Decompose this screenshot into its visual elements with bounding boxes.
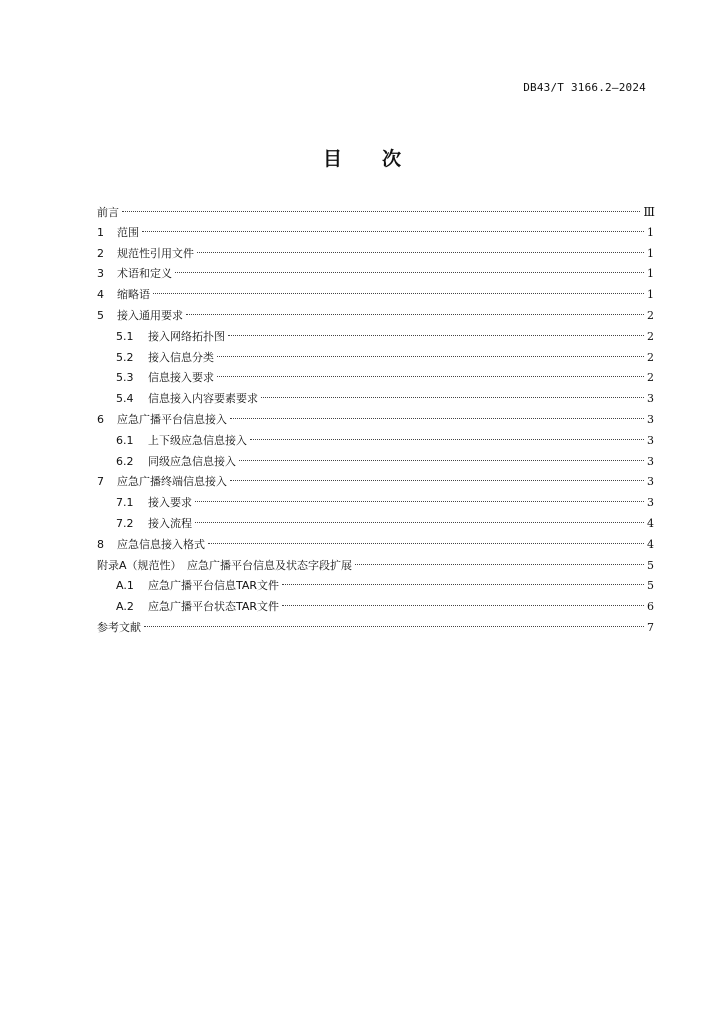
dot-leader (195, 522, 644, 523)
toc-entry-page-number: 7 (647, 620, 654, 634)
toc-title-char-1: 目 (322, 148, 342, 170)
toc-entry-label: 应急广播平台信息TAR文件 (148, 579, 280, 593)
toc-entry-label: 附录A（规范性） 应急广播平台信息及状态字段扩展 (97, 558, 353, 572)
toc-entry-number: A.2 (116, 600, 134, 614)
toc-entry-label: 应急信息接入格式 (117, 537, 205, 551)
dot-leader (122, 211, 640, 212)
toc-entry-label: 接入要求 (148, 496, 192, 510)
toc-entry-page-number: 2 (647, 329, 654, 343)
toc-entry-number: 4 (97, 288, 104, 302)
toc-entry-page-number: 4 (647, 516, 654, 530)
toc-entry[interactable] (97, 389, 654, 410)
dot-leader (250, 439, 644, 440)
toc-entry-number: 6.2 (116, 454, 134, 468)
dot-leader (239, 460, 644, 461)
toc-entry[interactable] (97, 452, 654, 473)
dot-leader (230, 480, 644, 481)
toc-entry[interactable] (97, 368, 654, 389)
toc-entry-label: 前言 (97, 206, 119, 219)
toc-entry[interactable] (97, 285, 654, 306)
toc-entry-number: 2 (97, 246, 104, 260)
toc-entry[interactable] (97, 618, 654, 639)
toc-entry-page-number: 1 (647, 267, 654, 281)
toc-entry-page-number: 6 (647, 600, 654, 614)
toc-entry-page-number: 2 (647, 308, 654, 322)
toc-entry[interactable] (97, 348, 654, 369)
toc-entry[interactable] (97, 327, 654, 348)
dot-leader (228, 335, 644, 336)
toc-entry-number: 5.1 (116, 329, 134, 343)
toc-entry-page-number: 3 (647, 475, 654, 489)
toc-entry-label: 应急广播平台信息接入 (117, 412, 227, 426)
dot-leader (153, 293, 644, 294)
toc-entry-label: 术语和定义 (117, 267, 172, 281)
toc-entry[interactable] (97, 244, 654, 265)
toc-entry-page-number: 1 (647, 225, 654, 239)
toc-entry-page-number: 5 (647, 579, 654, 593)
dot-leader (355, 564, 644, 565)
dot-leader (175, 272, 644, 273)
toc-entry-label: 信息接入要求 (148, 371, 214, 385)
toc-entry[interactable] (97, 306, 654, 327)
toc-entry-label: 应急广播终端信息接入 (117, 475, 227, 489)
toc-title-char-2: 次 (382, 148, 402, 170)
toc-entry-page-number: 5 (647, 558, 654, 572)
toc-entry-number: 7.1 (116, 496, 134, 510)
toc-entry-number: 7.2 (116, 516, 134, 530)
toc-entry-page-number: 3 (647, 496, 654, 510)
toc-entry-page-number: 3 (647, 433, 654, 447)
dot-leader (217, 376, 644, 377)
dot-leader (197, 252, 644, 253)
toc-entry-label: 同级应急信息接入 (148, 454, 236, 468)
toc-entry-number: 5.3 (116, 371, 134, 385)
dot-leader (282, 584, 644, 585)
toc-entry[interactable] (97, 202, 654, 223)
dot-leader (142, 231, 644, 232)
toc-entry-number: 5 (97, 308, 104, 322)
toc-entry-label: 参考文献 (97, 620, 141, 634)
toc-entry-number: 7 (97, 475, 104, 489)
toc-entry[interactable] (97, 514, 654, 535)
toc-entry-page-number: 1 (647, 246, 654, 260)
toc-entry-page-number: 4 (647, 537, 654, 551)
toc-entry[interactable] (97, 264, 654, 285)
toc-entry-label: 应急广播平台状态TAR文件 (148, 600, 280, 614)
toc-entry[interactable] (97, 597, 654, 618)
toc-entry[interactable] (97, 535, 654, 556)
dot-leader (144, 626, 644, 627)
toc-entry[interactable] (97, 556, 654, 577)
toc-entry-number: A.1 (116, 579, 134, 593)
dot-leader (217, 356, 644, 357)
toc-entry-page-number: Ⅲ (643, 205, 654, 219)
toc-entry[interactable] (97, 576, 654, 597)
toc-entry-label: 接入流程 (148, 516, 192, 530)
toc-entry-number: 6 (97, 412, 104, 426)
table-of-contents (97, 202, 654, 639)
toc-entry[interactable] (97, 431, 654, 452)
toc-entry-page-number: 1 (647, 288, 654, 302)
dot-leader (195, 501, 644, 502)
toc-entry-page-number: 2 (647, 350, 654, 364)
toc-entry[interactable] (97, 472, 654, 493)
dot-leader (230, 418, 644, 419)
dot-leader (261, 397, 644, 398)
toc-entry-label: 缩略语 (117, 288, 150, 302)
toc-entry-page-number: 3 (647, 392, 654, 406)
toc-title (0, 144, 724, 171)
toc-entry-label: 上下级应急信息接入 (148, 433, 247, 447)
dot-leader (208, 543, 644, 544)
toc-entry-label: 规范性引用文件 (117, 246, 194, 260)
toc-entry-number: 1 (97, 225, 104, 239)
toc-entry[interactable] (97, 410, 654, 431)
document-code: DB43/T 3166.2—2024 (523, 81, 646, 94)
toc-entry-label: 信息接入内容要素要求 (148, 392, 258, 406)
toc-entry[interactable] (97, 223, 654, 244)
dot-leader (186, 314, 644, 315)
toc-entry-label: 接入信息分类 (148, 350, 214, 364)
toc-entry-number: 3 (97, 267, 104, 281)
toc-entry-page-number: 3 (647, 412, 654, 426)
toc-entry-label: 接入通用要求 (117, 308, 183, 322)
toc-entry-page-number: 2 (647, 371, 654, 385)
toc-entry-number: 5.2 (116, 350, 134, 364)
dot-leader (282, 605, 644, 606)
toc-entry-number: 6.1 (116, 433, 134, 447)
toc-entry[interactable] (97, 493, 654, 514)
toc-entry-number: 5.4 (116, 392, 134, 406)
toc-entry-number: 8 (97, 537, 104, 551)
toc-entry-label: 范围 (117, 225, 139, 239)
toc-entry-page-number: 3 (647, 454, 654, 468)
toc-entry-label: 接入网络拓扑图 (148, 329, 225, 343)
